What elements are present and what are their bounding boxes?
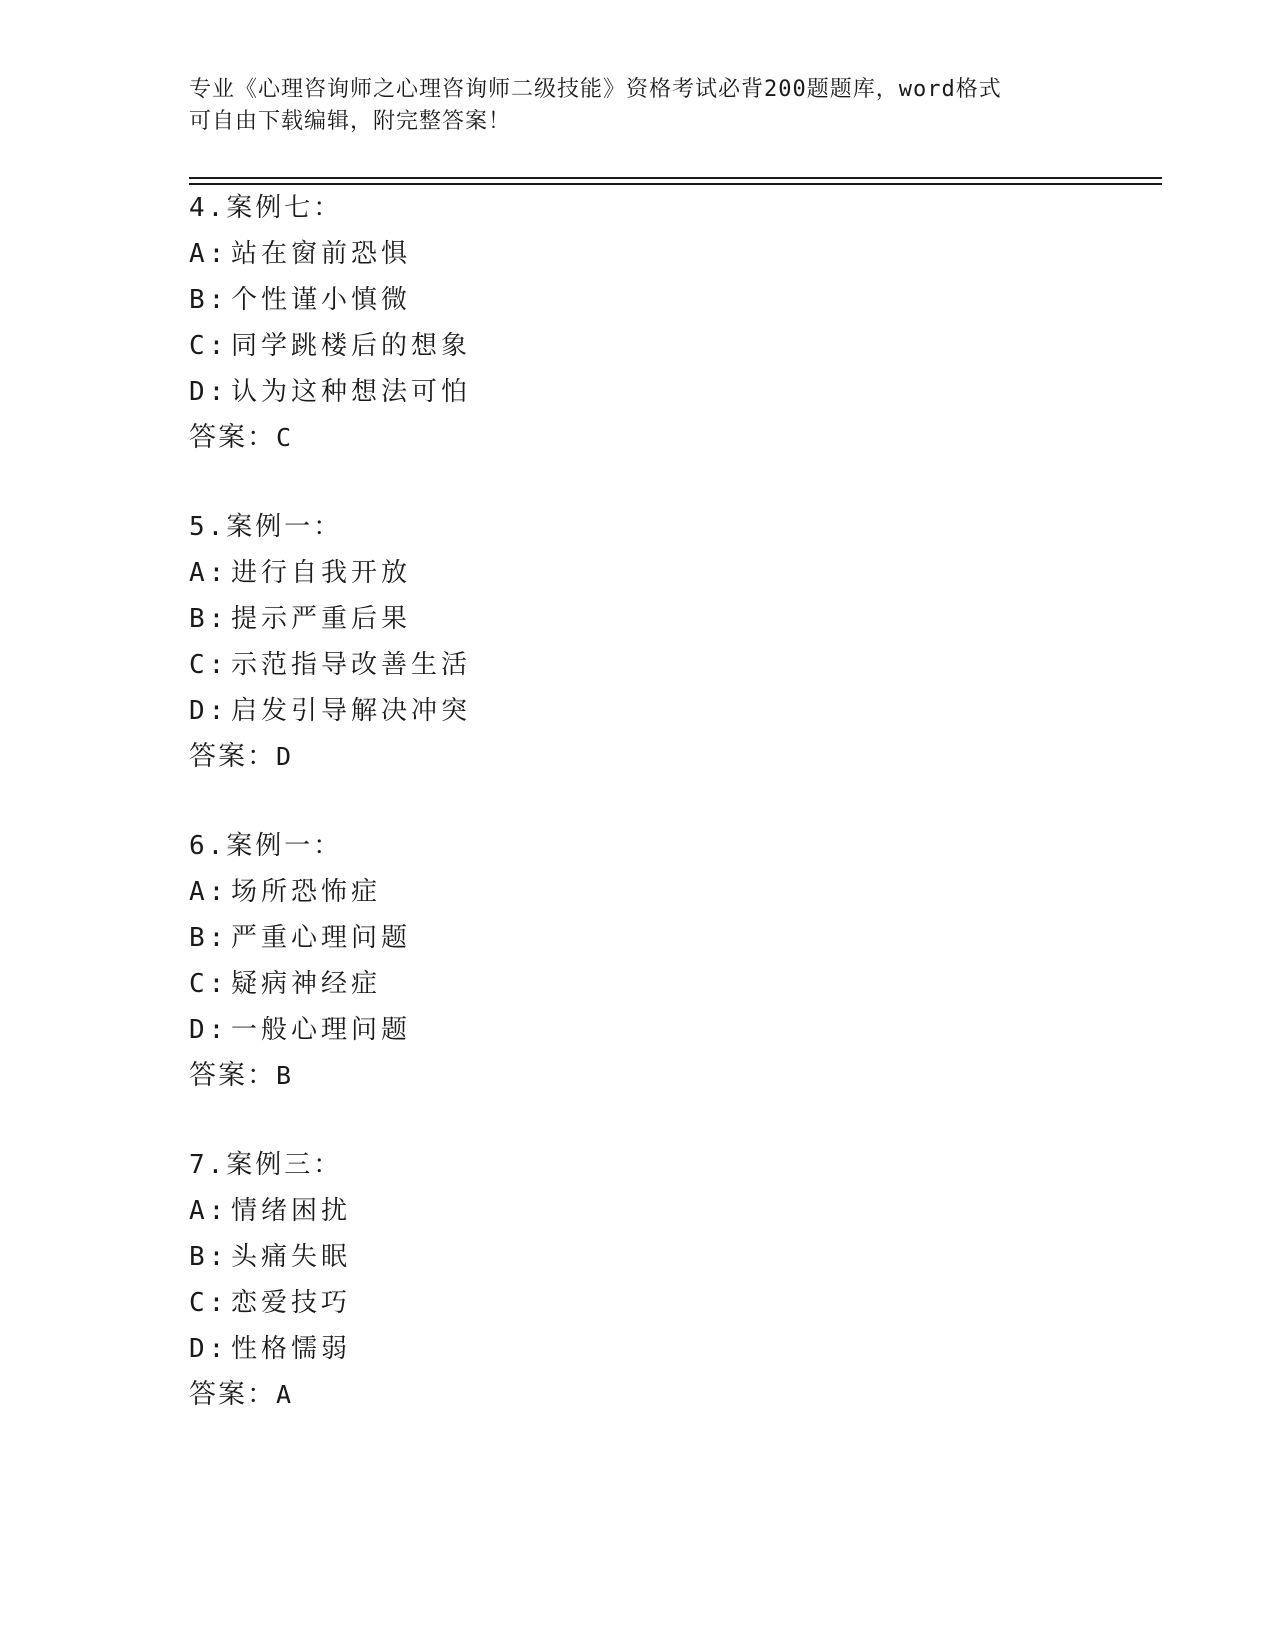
- option-text: 一般心理问题: [231, 1015, 412, 1045]
- question-block-5: [189, 504, 1089, 780]
- option-text: 认为这种想法可怕: [231, 377, 472, 407]
- option-d: [189, 369, 1089, 415]
- option-letter: D:: [189, 1334, 229, 1364]
- option-text: 场所恐怖症: [231, 877, 382, 907]
- option-letter: C:: [189, 650, 229, 680]
- answer-label: 答案：: [189, 1379, 276, 1410]
- answer-value: C: [276, 423, 294, 452]
- option-text: 提示严重后果: [231, 604, 412, 634]
- option-text: 同学跳楼后的想象: [231, 331, 472, 361]
- option-letter: A:: [189, 558, 229, 588]
- option-letter: D:: [189, 377, 229, 407]
- answer-line: [189, 734, 1089, 780]
- option-text: 示范指导改善生活: [231, 650, 472, 680]
- option-c: [189, 1280, 1089, 1326]
- header-line-2: 可自由下载编辑，附完整答案！: [189, 109, 512, 134]
- option-text: 性格懦弱: [231, 1334, 352, 1364]
- option-text: 进行自我开放: [231, 558, 412, 588]
- option-b: [189, 915, 1089, 961]
- answer-label: 答案：: [189, 741, 276, 772]
- answer-value: D: [276, 742, 294, 771]
- option-letter: C:: [189, 969, 229, 999]
- option-b: [189, 596, 1089, 642]
- option-text: 严重心理问题: [231, 923, 412, 953]
- option-letter: C:: [189, 331, 229, 361]
- option-d: [189, 688, 1089, 734]
- option-d: [189, 1326, 1089, 1372]
- option-text: 站在窗前恐惧: [231, 239, 412, 269]
- option-letter: B:: [189, 1242, 229, 1272]
- option-a: [189, 550, 1089, 596]
- option-a: [189, 1188, 1089, 1234]
- option-c: [189, 323, 1089, 369]
- option-letter: C:: [189, 1288, 229, 1318]
- option-text: 情绪困扰: [231, 1196, 352, 1226]
- option-d: [189, 1007, 1089, 1053]
- option-letter: B:: [189, 604, 229, 634]
- answer-label: 答案：: [189, 1060, 276, 1091]
- option-letter: A:: [189, 1196, 229, 1226]
- question-block-7: [189, 1142, 1089, 1418]
- option-letter: A:: [189, 239, 229, 269]
- option-text: 疑病神经症: [231, 969, 382, 999]
- option-c: [189, 961, 1089, 1007]
- question-title: 4.案例七：: [189, 193, 343, 223]
- option-letter: D:: [189, 696, 229, 726]
- option-text: 恋爱技巧: [231, 1288, 352, 1318]
- question-title: 6.案例一：: [189, 831, 343, 861]
- option-b: [189, 277, 1089, 323]
- answer-line: [189, 1053, 1089, 1099]
- question-title: 5.案例一：: [189, 512, 343, 542]
- answer-value: B: [276, 1061, 294, 1090]
- option-letter: A:: [189, 877, 229, 907]
- answer-value: A: [276, 1380, 294, 1409]
- option-text: 启发引导解决冲突: [231, 696, 472, 726]
- header-line-1: 专业《心理咨询师之心理咨询师二级技能》资格考试必背200题题库，word格式: [189, 77, 1002, 102]
- option-letter: B:: [189, 923, 229, 953]
- header-divider-top: [189, 177, 1162, 179]
- question-title: 7.案例三：: [189, 1150, 343, 1180]
- option-text: 个性谨小慎微: [231, 285, 412, 315]
- option-text: 头痛失眠: [231, 1242, 352, 1272]
- option-letter: B:: [189, 285, 229, 315]
- option-c: [189, 642, 1089, 688]
- option-b: [189, 1234, 1089, 1280]
- option-a: [189, 231, 1089, 277]
- question-block-4: [189, 185, 1089, 461]
- option-a: [189, 869, 1089, 915]
- question-block-6: [189, 823, 1089, 1099]
- option-letter: D:: [189, 1015, 229, 1045]
- document-header: [189, 74, 1089, 138]
- answer-line: [189, 415, 1089, 461]
- answer-line: [189, 1372, 1089, 1418]
- answer-label: 答案：: [189, 422, 276, 453]
